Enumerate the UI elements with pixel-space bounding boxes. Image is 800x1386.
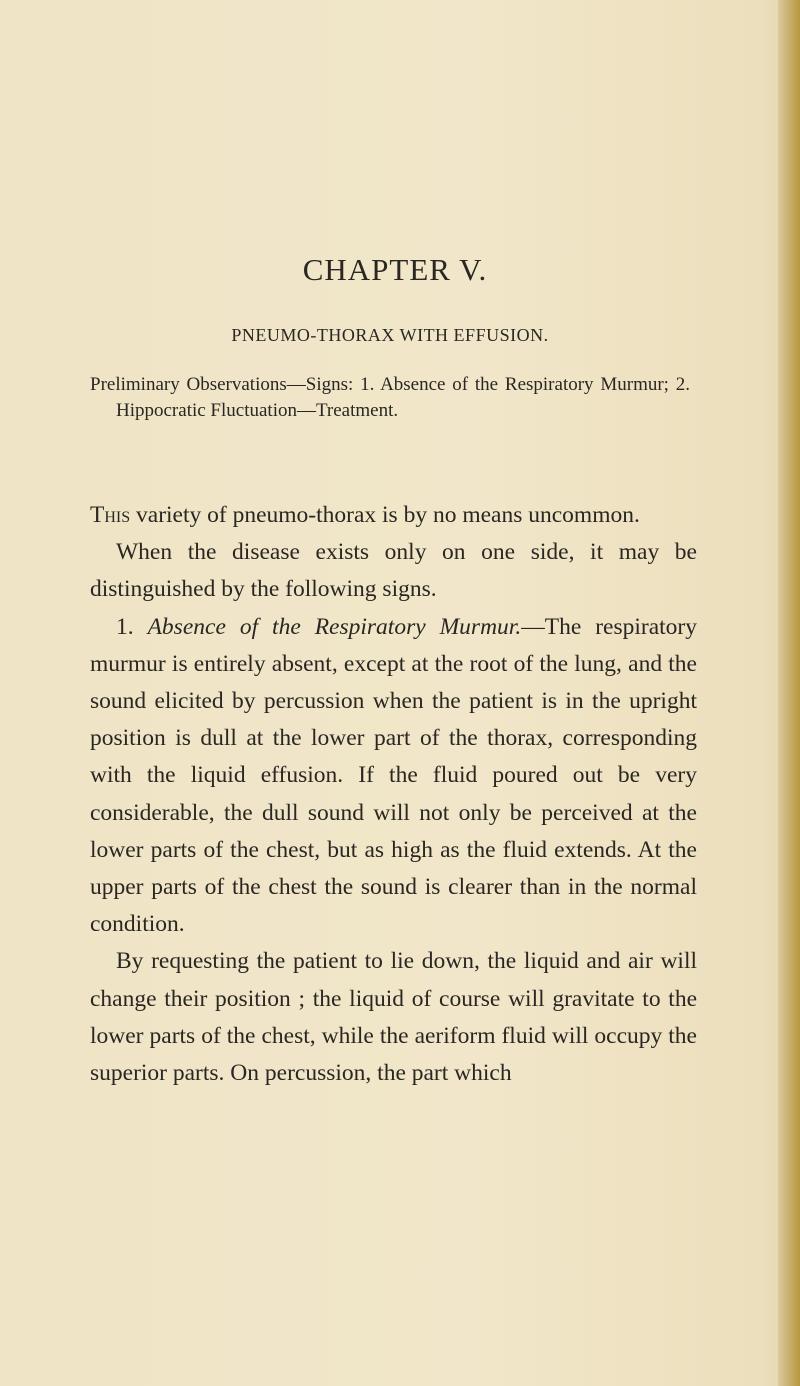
paragraph-4: By requesting the patient to lie down, the liquid and air will change their position ; the liquid of course will gravitate to the lower parts of the chest, while the aeriform fluid will occupy the superior parts. On percussion, the part which xyxy=(90,948,697,1087)
paragraph-1-text: variety of pneumo-thorax is by no means uncommon. xyxy=(130,502,640,528)
chapter-synopsis: Preliminary Observations—Signs: 1. Absence of the Respiratory Murmur; 2. Hippocratic Fluctuation—Treatment. xyxy=(90,374,690,421)
paragraph-3-number: 1. xyxy=(116,613,148,640)
chapter-title: CHAPTER V. xyxy=(302,252,488,287)
page-edge xyxy=(778,0,800,1386)
paragraph-3-text: —The respiratory murmur is entirely absent, except at the root of the lung, and the sound elicited by percussion when the patient is in the upright position is dull at the lower part of the thorax, corresponding with the liquid effusion. If the fluid poured out be very considerable, the dull sound will not only be perceived at the lower parts of the chest, but as high as the fluid extends. At the upper parts of the chest the sound is clearer than in the normal condition. xyxy=(90,613,697,938)
body-text xyxy=(90,497,697,1092)
paragraph-2: When the disease exists only on one side, it may be distinguished by the following signs. xyxy=(90,539,697,603)
paragraph-3 xyxy=(90,609,697,944)
section-title: PNEUMO-THORAX WITH EFFUSION. xyxy=(231,325,549,345)
paragraph-3-heading: Absence of the Respiratory Murmur. xyxy=(147,613,522,640)
paragraph-1-lead: This xyxy=(90,502,131,528)
paragraph-1 xyxy=(90,497,697,534)
